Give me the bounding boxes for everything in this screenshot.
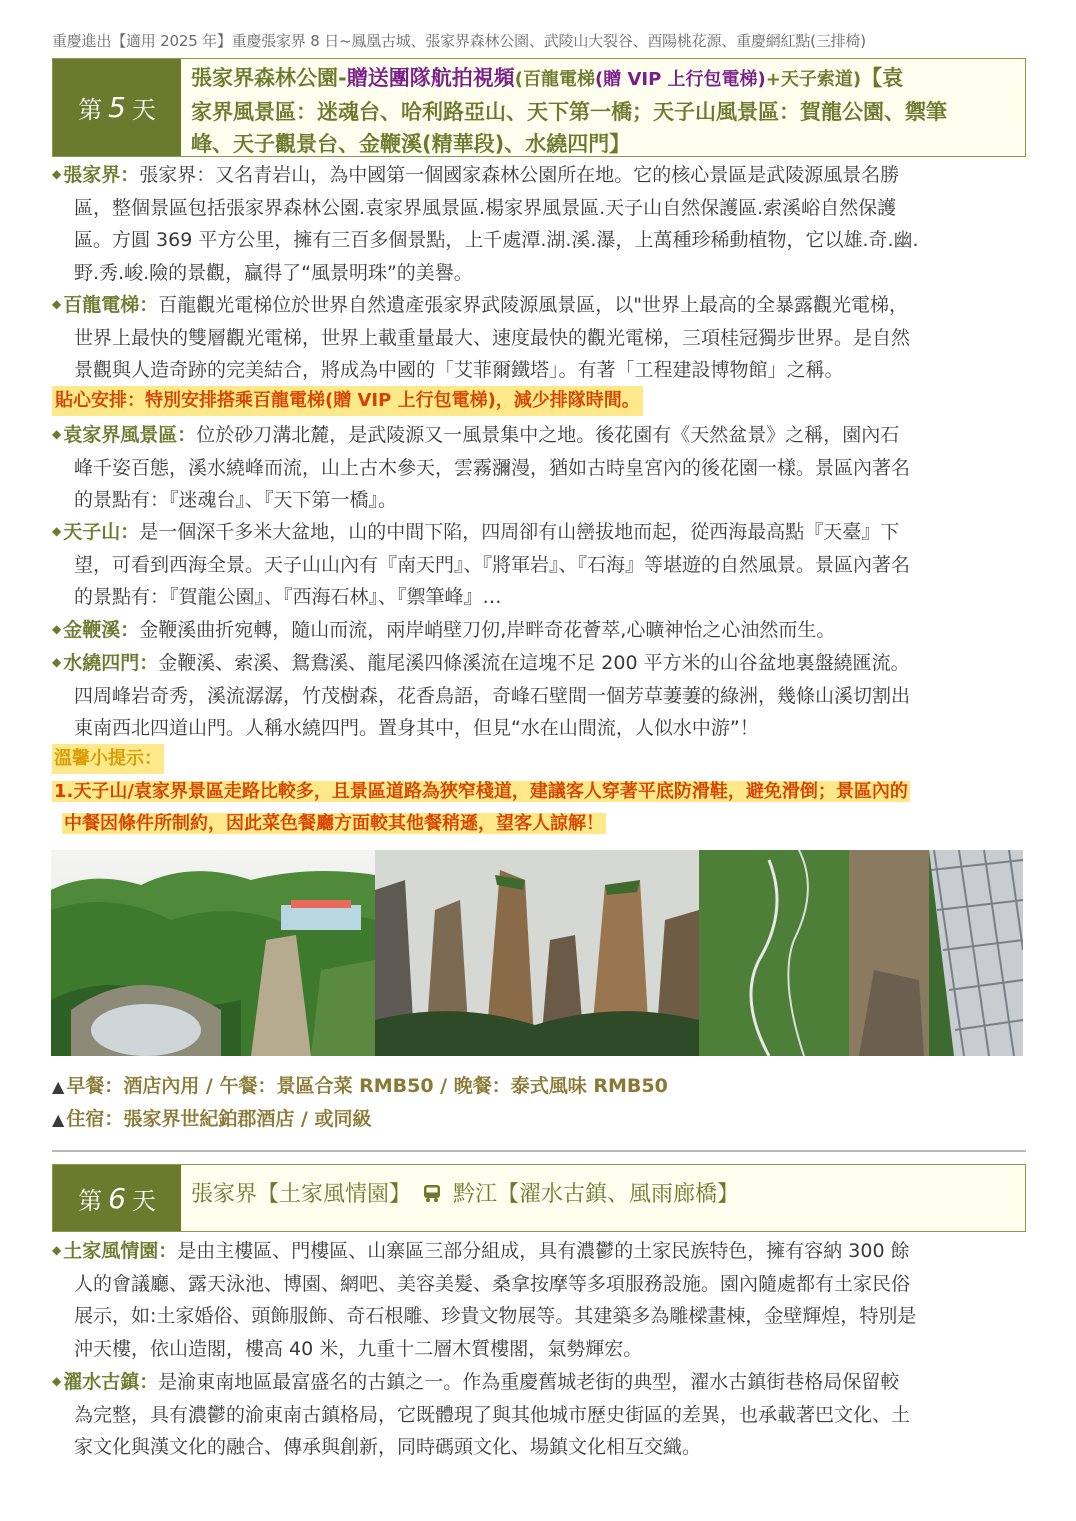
section-text: 為完整，具有濃鬱的渝東南古鎮格局，它既體現了與其他城市歷史街區的差異，也承載著巴文化、土 bbox=[74, 1403, 911, 1426]
section-text: 的景點有：『迷魂台』、『天下第一橋』。 bbox=[74, 489, 398, 511]
section-jinbianxi bbox=[52, 613, 1028, 647]
tips-title: 溫馨小提示： bbox=[52, 744, 164, 774]
section-tianzishan bbox=[52, 515, 1028, 614]
day5-title-part: 張家界森林公園- bbox=[191, 66, 347, 90]
day-divider bbox=[52, 1150, 1026, 1152]
section-yuanjiajie bbox=[52, 418, 1028, 517]
meals-info bbox=[52, 1070, 668, 1136]
section-text: 是由主樓區、門樓區、山寨區三部分組成，具有濃鬱的土家民族特色，擁有容納 300 餘 bbox=[177, 1240, 910, 1262]
section-tujia-folk-garden bbox=[52, 1234, 1028, 1365]
special-arrangement-note: 貼心安排：特別安排搭乘百龍電梯(贈 VIP 上行包電梯)，減少排隊時間。 bbox=[52, 386, 643, 416]
day6-badge bbox=[53, 1165, 181, 1231]
section-text: 金鞭溪曲折宛轉，隨山而流，兩岸峭壁刀仞,岸畔奇花薈萃,心曠神怡之心油然而生。 bbox=[139, 619, 836, 641]
section-text: 沖天樓，依山造閣，樓高 40 米，九重十二層木質樓閣，氣勢輝宏。 bbox=[74, 1337, 643, 1360]
section-label: 水繞四門： bbox=[63, 652, 159, 674]
section-label: 張家界： bbox=[63, 164, 140, 186]
section-zhangjiajie bbox=[52, 158, 1028, 289]
day6-prefix: 第 bbox=[78, 1186, 103, 1215]
section-label: 天子山： bbox=[63, 521, 140, 543]
section-text: 展示，如:土家婚俗、頭飾服飾、奇石根雕、珍貴文物展等。其建築多為雕樑畫棟，金壁輝煌，特別是 bbox=[74, 1305, 917, 1327]
triangle-icon: ▲ bbox=[52, 1077, 65, 1096]
section-label: 濯水古鎮： bbox=[63, 1371, 159, 1393]
tips-body bbox=[52, 776, 1028, 840]
section-label: 袁家界風景區： bbox=[63, 424, 197, 446]
day5-title-part: 贈送團隊航拍視頻 bbox=[346, 66, 515, 90]
tips-line: 中餐因條件所制約，因此菜色餐廳方面較其他餐稍遜，望客人諒解！ bbox=[64, 813, 604, 834]
section-text: 百龍觀光電梯位於世界自然遺產張家界武陵源風景區，以"世界上最高的全暴露觀光電梯， bbox=[158, 294, 908, 316]
bullet-icon: ◆ bbox=[52, 167, 62, 181]
section-text: 野.秀.峻.險的景觀，贏得了“風景明珠”的美譽。 bbox=[74, 261, 473, 284]
section-text: 家文化與漢文化的融合、傳承與創新，同時碼頭文化、場鎮文化相互交織。 bbox=[74, 1436, 702, 1458]
bullet-icon: ◆ bbox=[52, 524, 62, 538]
day5-title-part: +天子索道) bbox=[765, 69, 862, 90]
bullet-icon: ◆ bbox=[52, 655, 62, 669]
triangle-icon: ▲ bbox=[52, 1110, 65, 1129]
section-text: 區。方圓 369 平方公里，擁有三百多個景點，上千處潭.湖.溪.瀑，上萬種珍稀動植物，它以雄.奇.幽. bbox=[74, 229, 919, 251]
section-text: 位於砂刀溝北麓，是武陵源又一風景集中之地。後花園有《天然盆景》之稱，園內石 bbox=[196, 424, 900, 446]
day5-title bbox=[181, 59, 955, 156]
section-label: 百龍電梯： bbox=[63, 294, 159, 316]
day5-header bbox=[52, 58, 1026, 157]
section-text: 人的會議廳、露天泳池、博園、網吧、美容美髮、桑拿按摩等多項服務設施。園內隨處都有土家民俗 bbox=[74, 1272, 911, 1295]
meals-line: 早餐：酒店內用 / 午餐：景區合菜 RMB50 / 晚餐：泰式風味 RMB50 bbox=[66, 1075, 668, 1097]
day5-prefix: 第 bbox=[78, 96, 103, 124]
section-text: 東南西北四道山門。人稱水繞四門。置身其中，但見“水在山間流，人似水中游”！ bbox=[74, 717, 759, 739]
day5-title-line2: 家界風景區：迷魂台、哈利路亞山、天下第一橋；天子山風景區：賀龍公園、禦筆 bbox=[191, 100, 947, 124]
section-label: 土家風情園： bbox=[63, 1240, 178, 1262]
bullet-icon: ◆ bbox=[52, 297, 62, 311]
section-text: 峰千姿百態，溪水繞峰而流，山上古木參天，雲霧瀰漫，猶如古時皇宮內的後花園一樣。景區內著名 bbox=[74, 456, 911, 479]
section-text: 望，可看到西海全景。天子山山內有『南天門』、『將軍岩』、『石海』等堪遊的自然風景。景區內著名 bbox=[74, 553, 911, 576]
section-label: 金鞭溪： bbox=[63, 619, 140, 641]
section-text: 區，整個景區包括張家界森林公園.袁家界風景區.楊家界風景區.天子山自然保護區.索溪峪自然保護 bbox=[74, 196, 897, 219]
section-text: 張家界：又名青岩山，為中國第一個國家森林公園所在地。它的核心景區是武陵源風景名勝 bbox=[139, 164, 900, 186]
day5-title-part: (百龍電梯 bbox=[514, 69, 595, 90]
photo-sandstone-peaks bbox=[375, 850, 699, 1056]
bullet-icon: ◆ bbox=[52, 1374, 62, 1388]
day6-title bbox=[181, 1165, 747, 1231]
section-zhuoshui-town bbox=[52, 1365, 1028, 1464]
bus-icon bbox=[422, 1167, 442, 1227]
day6-number: 6 bbox=[108, 1181, 126, 1215]
photo-stone-arch-bridge bbox=[51, 850, 375, 1056]
page-header: 重慶進出【適用 2025 年】重慶張家界 8 日~鳳凰古城、張家界森林公園、武陵山大裂谷、酉陽桃花源、重慶網紅點(三排椅) bbox=[52, 32, 866, 50]
section-shuiraosimen bbox=[52, 646, 1028, 745]
tips-line: 1.天子山/袁家界景區走路比較多，且景區道路為狹窄棧道，建議客人穿著平底防滑鞋，避免滑倒；景區內的 bbox=[54, 781, 908, 802]
day5-title-part: (贈 VIP 上行包電梯) bbox=[594, 69, 766, 90]
day6-title-part: 張家界【土家風情園】 bbox=[191, 1182, 412, 1207]
day5-title-part: 【袁 bbox=[861, 66, 904, 90]
bullet-icon: ◆ bbox=[52, 1243, 62, 1257]
day6-suffix: 天 bbox=[131, 1186, 156, 1215]
section-text: 金鞭溪、索溪、鴛鴦溪、龍尾溪四條溪流在這塊不足 200 平方米的山谷盆地裏盤繞匯流。 bbox=[158, 652, 910, 674]
day5-suffix: 天 bbox=[131, 96, 156, 124]
section-text: 四周峰岩奇秀，溪流潺潺，竹茂樹森，花香鳥語，奇峰石壁間一個芳草萋萋的綠洲，幾條山溪切割出 bbox=[74, 684, 911, 707]
day6-title-part: 黔江【濯水古鎮、風雨廊橋】 bbox=[453, 1182, 740, 1207]
bullet-icon: ◆ bbox=[52, 427, 62, 441]
section-text: 是渝東南地區最富盛名的古鎮之一。作為重慶舊城老街的典型，濯水古鎮街巷格局保留較 bbox=[158, 1371, 900, 1393]
day5-number: 5 bbox=[108, 91, 126, 124]
day5-title-line3: 峰、天子觀景台、金鞭溪(精華段)、水繞四門】 bbox=[191, 132, 631, 156]
section-text: 是一個深千多米大盆地，山的中間下陷，四周卻有山巒拔地而起，從西海最高點『天臺』下 bbox=[139, 521, 900, 543]
accommodation-line: 住宿：張家界世紀鉑郡酒店 / 或同級 bbox=[66, 1108, 372, 1130]
day6-header bbox=[52, 1164, 1026, 1232]
photo-strip bbox=[51, 850, 1023, 1056]
section-text: 世界上最快的雙層觀光電梯，世界上載重量最大、速度最快的觀光電梯，三項桂冠獨步世界。是自然 bbox=[74, 326, 911, 349]
bullet-icon: ◆ bbox=[52, 622, 62, 636]
day5-badge bbox=[53, 59, 181, 156]
section-text: 景觀與人造奇跡的完美結合，將成為中國的「艾菲爾鐵塔」。有著「工程建設博物館」之稱。 bbox=[74, 359, 844, 381]
photo-bailong-elevator bbox=[699, 850, 1023, 1056]
section-bailong-elevator bbox=[52, 288, 1028, 387]
section-text: 的景點有：『賀龍公園』、『西海石林』、『禦筆峰』… bbox=[74, 586, 502, 608]
